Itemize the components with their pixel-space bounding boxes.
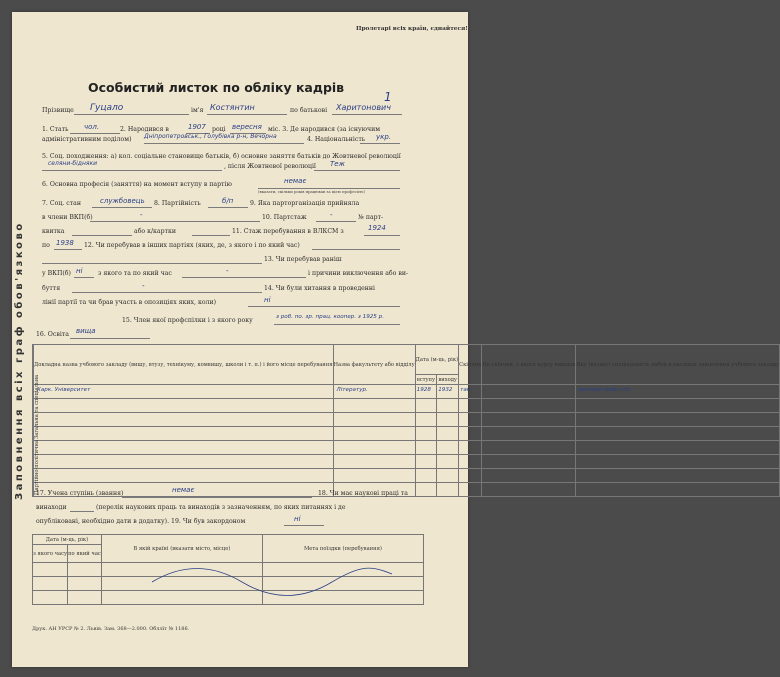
col-exit: виходу: [438, 376, 457, 383]
social-origin-value: селяни-бідняки: [48, 160, 97, 167]
col-institution: Докладна назва учбового закладу (вишу, втузу, технікуму, комвишу, школи і т. п.) і його місце перебування: [34, 345, 334, 385]
birthplace-value: Дніпропетровськ., Голубівка р-н, Вечорна: [144, 133, 277, 140]
vlksm-to-label: по: [42, 242, 50, 249]
left-value: -: [142, 282, 145, 290]
profession-label: 6. Основна професія (заняття) на момент вступу в партію: [42, 181, 232, 188]
expel-reason-label: і причини виключення або ви-: [308, 270, 409, 277]
prev-member-value: ні: [76, 267, 83, 275]
inventions-label: винаходи: [36, 504, 67, 511]
edu-specialty: викладач мови і літ.: [578, 387, 632, 393]
party-org-label: 9. Яка парторганізація прийняла: [250, 200, 360, 207]
surname-value: Гуцало: [90, 103, 124, 113]
vlksm-from-value: 1924: [368, 224, 386, 232]
patronymic-value: Харитонович: [336, 103, 391, 112]
education-table: [32, 344, 780, 497]
previous-member-label: 13. Чи перебував раніш: [264, 256, 342, 263]
birthplace-label: міс. 3. Де народився (за існуючим: [268, 126, 381, 133]
slogan: Пролетарі всіх країн, єднайтеся!: [356, 26, 468, 32]
after-revolution-label: , після Жовтневої революції: [224, 163, 316, 170]
col-date: Дата (м-ць, рік): [415, 345, 458, 375]
trade-union-label: 15. Член якої профспілки і з якого року: [122, 317, 253, 324]
col-from: з якого часу: [33, 545, 68, 563]
party-card-value: -: [330, 211, 333, 219]
party-label: 8. Партійність: [154, 200, 201, 207]
name-label: ім'я: [191, 107, 204, 114]
abroad-value: ні: [294, 515, 301, 523]
col-purpose: Мета поїздки (перебування): [262, 535, 423, 563]
card-label: квитка: [42, 228, 65, 235]
edu-entry: 1928: [416, 387, 431, 393]
social-origin-label: 5. Соц. походження: а) кол. соціальне становище батьків, б) основне заняття батьків до Жовтневої революції: [42, 153, 401, 160]
surname-label: Прізвище: [42, 107, 74, 114]
profession-value: немає: [284, 177, 307, 185]
social-status-value: службовець: [100, 197, 145, 205]
vkpb-label: у ВКП(б): [42, 270, 71, 277]
edu-institution: Харк. Університет: [37, 387, 91, 393]
education-value: вища: [76, 327, 96, 335]
name-value: Костянтин: [210, 103, 255, 112]
patronymic-label: по батькові: [290, 107, 328, 114]
col-to: по який час: [68, 545, 102, 563]
from-time-value: -: [226, 267, 229, 275]
form-sheet: [12, 12, 780, 667]
from-time-label: з якого та по який час: [98, 270, 172, 277]
opposition-value: ні: [264, 296, 271, 304]
scientific-works-label: 18. Чи має наукові праці та: [318, 490, 408, 497]
col-entry: вступу: [416, 376, 436, 383]
nationality-value: укр.: [376, 133, 392, 141]
nationality-label: 4. Національність: [307, 136, 366, 143]
col-country: В якій країні (вказати місто, місце): [101, 535, 262, 563]
other-parties-label: 12. Чи перебував в інших партіях (яких, де, з якого і по який час): [84, 242, 300, 249]
trade-union-value: з роб. по. зр. прац. коопер. з 1925 р.: [276, 314, 384, 320]
birthplace-label-2: адміністративним поділом): [42, 136, 132, 143]
side-instruction: Заповнення всіх граф обов'язково: [14, 221, 25, 500]
sex-value: чол.: [84, 123, 100, 131]
side-label-party: Партійно-політична: [34, 439, 40, 495]
party-card-label: 10. Партстаж: [262, 214, 307, 221]
side-label-general: Загальна та спеціальна: [34, 374, 40, 439]
vlksm-label: 11. Стаж перебування в ВЛКСМ з: [232, 228, 344, 235]
vkp-label: в члени ВКП(б): [42, 214, 93, 221]
footer-print-info: Друк. АН УРСР № 2. Львів. Зам. 368—2.000. Обллїт № 1186.: [32, 626, 190, 632]
edu-not-finished: -: [483, 387, 486, 393]
col-not-finished: Не скінчив, з якого курсу вийшов: [482, 345, 576, 385]
sex-label: 1. Стать: [42, 126, 69, 133]
handwritten-number: 1: [384, 90, 392, 104]
page-title: Особистий листок по обліку кадрів: [88, 80, 345, 95]
edu-finished: так: [460, 387, 471, 393]
party-value: б/п: [222, 197, 234, 205]
hesitation-label: 14. Чи були хитання в проведенні: [264, 285, 376, 292]
left-label: буття: [42, 285, 61, 292]
col-finished: Скінчив: [459, 345, 482, 385]
born-month-value: вересня: [232, 123, 262, 131]
born-label: 2. Народився в: [120, 126, 169, 133]
or-card-label: або к/картки: [134, 228, 176, 235]
cross-out-wave: [152, 560, 392, 600]
vkp-value: -: [140, 211, 143, 219]
col-faculty: Назва факультету або відділу: [333, 345, 415, 385]
after-revolution-value: Теж: [330, 160, 345, 168]
vlksm-to-value: 1938: [56, 239, 74, 247]
opposition-label: лінії партії та чи брав участь в опозиціях яких, коли): [42, 299, 217, 306]
col-abroad-date: Дата (м-ць, рік): [33, 535, 102, 545]
list-works-label: (перелік наукових праць та винаходів з зазначенням, по яких питаннях і де: [96, 504, 346, 511]
education-label: 16. Освіта: [36, 331, 69, 338]
published-label: опубліковані, необхідно дати в додатку). 19. Чи був закордоном: [36, 518, 246, 525]
born-year-value: 1907: [188, 123, 206, 131]
social-status-label: 7. Соц. стан: [42, 200, 81, 207]
party-card-label-2: № парт-: [358, 214, 384, 221]
col-specialty: Яку (вузьку) спеціальність набув в наслідок закінчення учбового закладу: [576, 345, 780, 385]
profession-note: (вказати, скільки років працював за цією професією): [258, 189, 365, 194]
edu-exit: 1932: [438, 387, 453, 393]
degree-label: 17. Учена ступінь (звання): [36, 490, 124, 497]
year-label: році: [212, 126, 226, 133]
edu-faculty: Літератур.: [336, 387, 368, 393]
degree-value: немає: [172, 486, 195, 494]
